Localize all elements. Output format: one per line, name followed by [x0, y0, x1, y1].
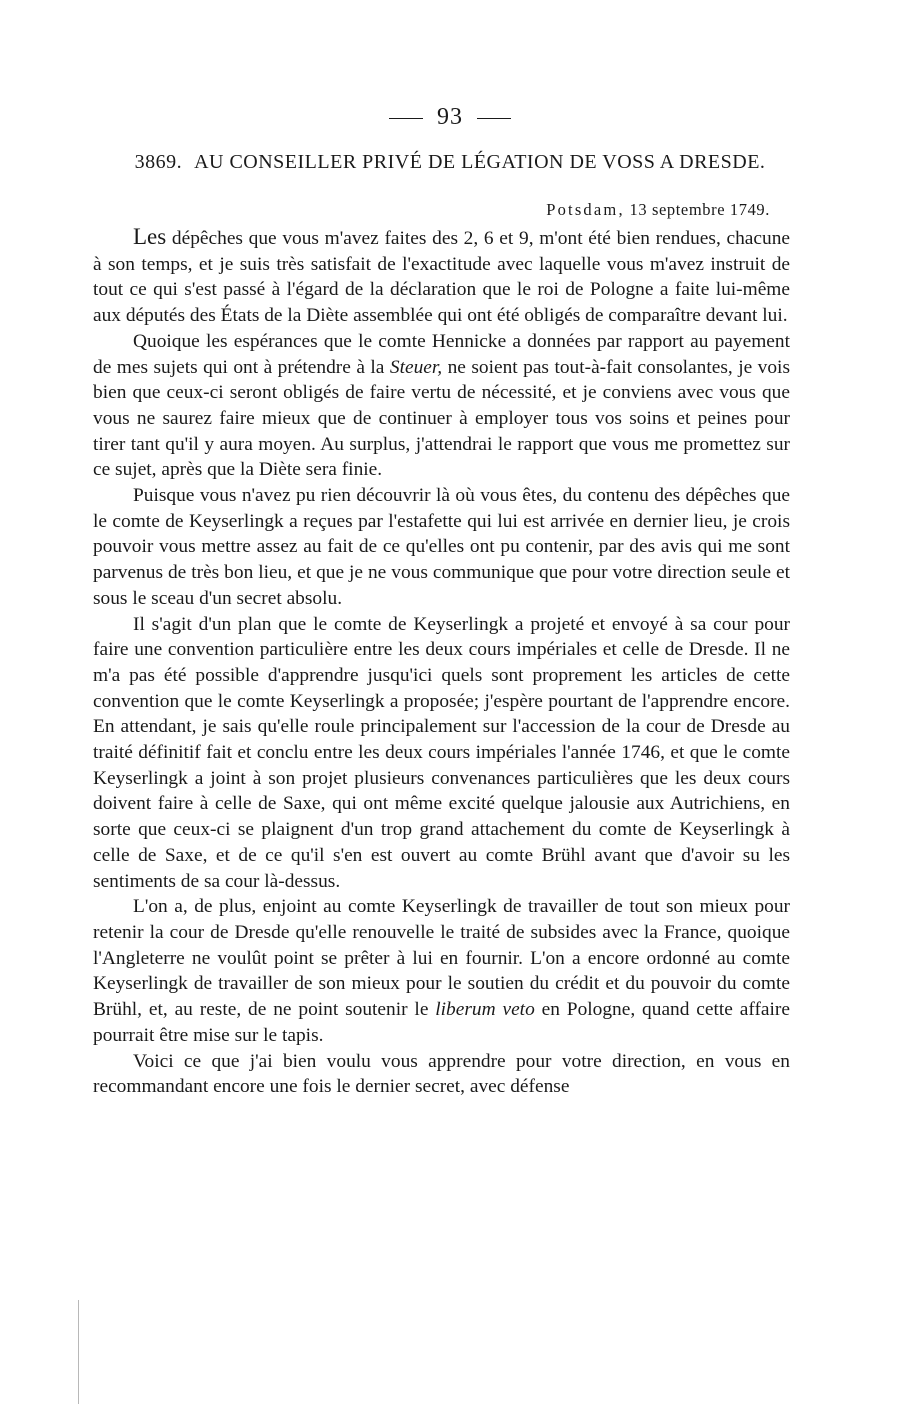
dateline-date: 13 septembre 1749.: [629, 200, 770, 219]
paragraph-1-text: dépêches que vous m'avez faites des 2, 6 et 9, m'ont été bien rendues, chacune à son temps, et je suis très satisfait de l'exactitude avec laquelle vous m'avez instruit de tout ce qui s'est passé à l'égard de la déclaration que le roi de Pologne a faite lui-même aux députés des États de la Diète assemblée qui ont été obligés de comparaître devant lui.: [93, 228, 790, 327]
page-number-value: 93: [437, 104, 463, 130]
paragraph-1-lead: Les: [133, 224, 167, 249]
letter-title: AU CONSEILLER PRIVÉ DE LÉGATION DE VOSS A DRESDE.: [194, 151, 766, 173]
paragraph-5-italic: liberum veto: [435, 999, 535, 1021]
paragraph-2-before: Quoique les espérances que le comte Hennicke a données par rapport au payement de mes sujets qui ont à prétendre à la: [93, 330, 790, 378]
page-number-dash-left: [389, 118, 423, 119]
paragraph-5-after: en Pologne, quand cette affaire pourrait être mise sur le tapis.: [93, 999, 790, 1046]
dateline-place: Potsdam,: [546, 200, 625, 219]
dateline: [546, 200, 770, 220]
letter-number: 3869.: [134, 151, 183, 173]
binding-margin-line: [78, 1300, 79, 1404]
paragraph-4: Il s'agit d'un plan que le comte de Keyserlingk a projeté et envoyé à sa cour pour faire une convention particulière entre les deux cours impériales et celle de Dresde. Il ne m'a pas été possible d'apprendre jusqu'ici quels sont proprement les articles de cette convention que le comte Keyserlingk a proposée; j'espère pourtant de l'apprendre encore. En attendant, je sais qu'elle roule principalement sur l'accession de la cour de Dresde au traité définitif fait et conclu entre les deux cours impériales l'année 1746, et que le comte Keyserlingk a joint à son projet plusieurs convenances particulières que les deux cours doivent faire à celle de Saxe, qui ont même excité quelque jalousie aux Autrichiens, en sorte que ceux-ci se plaignent d'un trop grand attachement du comte de Keyserlingk à celle de Saxe, et de ce qu'il s'en est ouvert au comte Brühl avant que d'avoir su les sentiments de sa cour là-dessus.: [93, 613, 790, 892]
paragraph-3: Puisque vous n'avez pu rien découvrir là où vous êtes, du contenu des dépêches que le comte de Keyserlingk a reçues par l'estafette qui lui est arrivée en dernier lieu, je crois pouvoir vous mettre assez au fait de ce qu'elles ont pu contenir, par des avis qui me sont parvenus de très bon lieu, et que je ne vous communique que pour votre direction seule et sous le sceau d'un secret absolu.: [93, 485, 790, 609]
paragraph-6: Voici ce que j'ai bien voulu vous apprendre pour votre direction, en vous en recommandant encore une fois le dernier secret, avec défense: [93, 1050, 790, 1098]
paragraph-1: [93, 224, 790, 329]
page-number: [0, 104, 900, 131]
letter-heading: [130, 150, 770, 175]
paragraph-2: [93, 329, 790, 483]
paragraph-2-italic: Steuer,: [389, 356, 443, 378]
page-number-dash-right: [477, 118, 511, 119]
paragraph-5: [93, 894, 790, 1048]
paragraph-2-after: ne soient pas tout-à-fait consolantes, je vois bien que ceux-ci seront obligés de faire vertu de nécessité, et je conviens avec vous que vous ne saurez faire mieux que de continuer à employer tous vos soins et peines pour tirer tant qu'il y aura moyen. Au surplus, j'attendrai le rapport que vous me promettez sur ce sujet, après que la Diète sera finie.: [93, 356, 790, 481]
letter-body: [93, 224, 790, 1100]
paragraph-5-before: L'on a, de plus, enjoint au comte Keyserlingk de travailler de tout son mieux pour retenir la cour de Dresde qu'elle renouvelle le traité de subsides avec la France, quoique l'Angleterre ne voulût point se prêter à lui en fournir. L'on a encore ordonné au comte Keyserlingk de travailler de son mieux pour le soutien du crédit et du pouvoir du comte Brühl, et, au reste, de ne point soutenir le: [93, 896, 790, 1021]
